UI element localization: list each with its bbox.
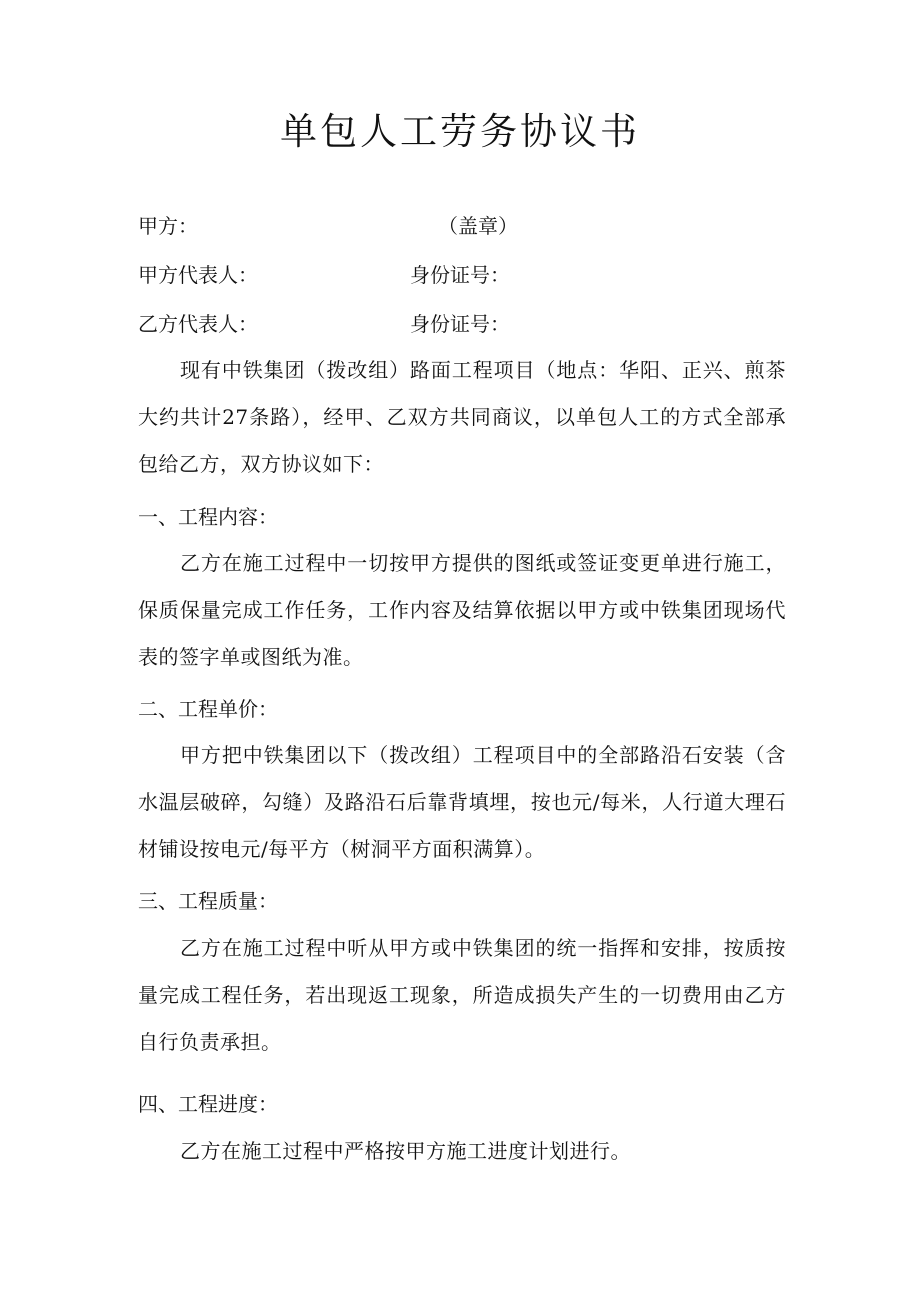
section-body: 乙方在施工过程中听从甲方或中铁集团的统一指挥和安排，按质按量完成工程任务，若出现返工现象，所造成损失产生的一切费用由乙方自行负责承担。 (138, 936, 786, 1054)
section-body: 乙方在施工过程中严格按甲方施工进度计划进行。 (180, 1139, 631, 1163)
intro-paragraph: 现有中铁集团（拨改组）路面工程项目（地点：华阳、正兴、煎茶大约共计27条路），经甲、乙双方共同商议，以单包人工的方式全部承包给乙方，双方协议如下： (138, 358, 786, 476)
section-heading: 二、工程单价： (138, 697, 278, 721)
party-a-id-label: 身份证号： (410, 263, 510, 287)
document-title: 单包人工劳务协议书 (280, 110, 640, 153)
section-heading: 一、工程内容： (138, 505, 278, 529)
seal-label: （盖章） (438, 214, 518, 238)
party-b-id-label: 身份证号： (410, 312, 510, 336)
section-heading: 四、工程进度： (138, 1092, 278, 1116)
party-a-label: 甲方： (138, 214, 198, 238)
section-heading: 三、工程质量： (138, 889, 278, 913)
section-body: 甲方把中铁集团以下（拨改组）工程项目中的全部路沿石安装（含水温层破碎，勾缝）及路沿石后靠背填埋，按也元/每米，人行道大理石材铺设按电元/每平方（树洞平方面积满算）。 (138, 743, 786, 861)
party-a-representative-label: 甲方代表人： (138, 263, 258, 287)
section-body: 乙方在施工过程中一切按甲方提供的图纸或签证变更单进行施工，保质保量完成工作任务，工作内容及结算依据以甲方或中铁集团现场代表的签字单或图纸为准。 (138, 551, 786, 669)
party-b-representative-label: 乙方代表人： (138, 312, 258, 336)
